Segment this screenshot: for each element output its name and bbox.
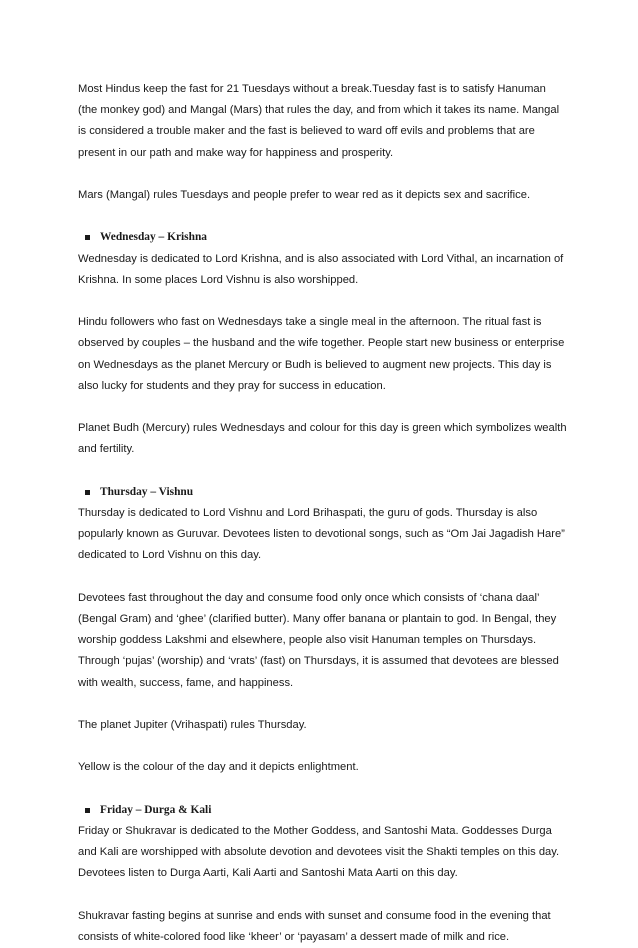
- paragraph-wednesday-krishna: Wednesday is dedicated to Lord Krishna, and is also associated with Lord Vithal, an incarnation of Krishna. In some places Lord Vishnu is also worshipped.: [78, 252, 564, 286]
- paragraph-thursday-yellow: Yellow is the colour of the day and it depicts enlightment.: [78, 761, 359, 774]
- heading-thursday: [78, 482, 568, 503]
- document-body: [78, 79, 568, 948]
- paragraph-wednesday-budh: Planet Budh (Mercury) rules Wednesdays and colour for this day is green which symbolizes wealth and fertility.: [78, 422, 567, 456]
- paragraph-tuesday-mars: Mars (Mangal) rules Tuesdays and people prefer to wear red as it depicts sex and sacrifice.: [78, 189, 531, 201]
- heading-text: Wednesday – Krishna: [100, 231, 207, 244]
- square-bullet-icon: [85, 808, 90, 813]
- square-bullet-icon: [85, 490, 90, 495]
- heading-wednesday: [78, 227, 568, 248]
- paragraph-friday-fast: Shukravar fasting begins at sunrise and ends with sunset and consume food in the evening that consists of white-colored food like ‘kheer’ or ‘payasam’ a dessert made of milk and rice.: [78, 909, 551, 943]
- paragraph-thursday-jupiter: The planet Jupiter (Vrihaspati) rules Thursday.: [78, 718, 307, 731]
- paragraph-thursday-fast: Devotees fast throughout the day and consume food only once which consists of ‘chana daal’ (Bengal Gram) and ‘ghee’ (clarified butter). Many offer banana or plantain to god. In Bengal, they worship goddess Lakshmi and elsewhere, people also visit Hanuman temples on Thursdays. Through ‘pujas’ (worship) and ‘vrats’ (fast) on Thursdays, it is assumed that devotees are blessed with wealth, success, fame, and happiness.: [78, 591, 559, 689]
- paragraph-thursday-vishnu: Thursday is dedicated to Lord Vishnu and Lord Brihaspati, the guru of gods. Thursday is also popularly known as Guruvar. Devotees listen to devotional songs, such as “Om Jai Jagadish Hare” dedicated to Lord Vishnu on this day.: [78, 506, 565, 562]
- heading-text: Thursday – Vishnu: [100, 485, 194, 498]
- paragraph-tuesday-fast: Most Hindus keep the fast for 21 Tuesdays without a break.Tuesday fast is to satisfy Hanuman (the monkey god) and Mangal (Mars) that rules the day, and from which it takes its name. Mangal is considered a trouble maker and the fast is believed to ward off evils and problems that are present in our path and make way for happiness and prosperity.: [78, 83, 560, 159]
- heading-friday: [78, 800, 568, 821]
- paragraph-friday-goddess: Friday or Shukravar is dedicated to the Mother Goddess, and Santoshi Mata. Goddesses Durga and Kali are worshipped with absolute devotion and devotees visit the Shakti temples on this day. Devotees listen to Durga Aarti, Kali Aarti and Santoshi Mata Aarti on this day.: [78, 824, 560, 880]
- square-bullet-icon: [85, 235, 90, 240]
- heading-text: Friday – Durga & Kali: [100, 803, 212, 816]
- paragraph-wednesday-fast: Hindu followers who fast on Wednesdays take a single meal in the afternoon. The ritual fast is observed by couples – the husband and the wife together. People start new business or enterprise on Wednesdays as the planet Mercury or Budh is believed to augment new projects. This day is also lucky for students and they pray for success in education.: [78, 316, 565, 392]
